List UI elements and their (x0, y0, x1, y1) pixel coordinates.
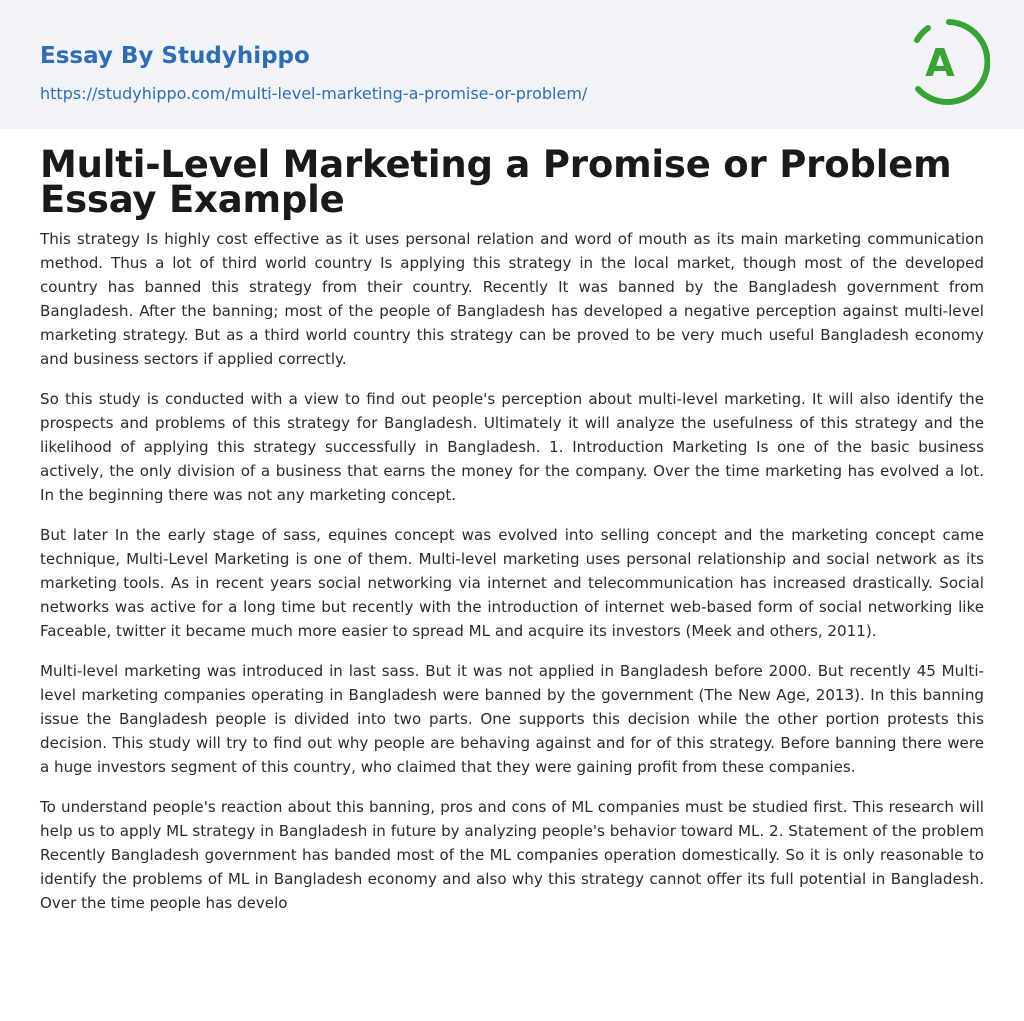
source-url-link[interactable]: https://studyhippo.com/multi-level-marketing-a-promise-or-problem/ (40, 84, 588, 103)
essay-paragraph: This strategy Is highly cost effective as it uses personal relation and word of mouth as its main marketing communication method. Thus a lot of third world country Is applying this strategy in the local market, though most of the developed country has banned this strategy from their country. Recently It was banned by the Bangladesh government from Bangladesh. After the banning; most of the people of Bangladesh has developed a negative perception against multi-level marketing strategy. But as a third world country this strategy can be proved to be very much useful Bangladesh economy and business sectors if applied correctly. (40, 230, 984, 368)
essay-paragraph: So this study is conducted with a view to find out people's perception about multi-level marketing. It will also identify the prospects and problems of this strategy for Bangladesh. Ultimately it will analyze the usefulness of this strategy and the likelihood of applying this strategy successfully in Bangladesh. 1. Introduction Marketing Is one of the basic business actively, the only division of a business that earns the money for the company. Over the time marketing has evolved a lot. In the beginning there was not any marketing concept. (40, 390, 984, 504)
page-title: Multi-Level Marketing a Promise or Problem Essay Example (40, 143, 952, 221)
essay-paragraph: To understand people's reaction about this banning, pros and cons of ML companies must be studied first. This research will help us to apply ML strategy in Bangladesh in future by analyzing people's behavior toward ML. 2. Statement of the problem Recently Bangladesh government has banded most of the ML companies operation domestically. So it is only reasonable to identify the problems of ML in Bangladesh economy and also why this strategy cannot offer its full potential in Bangladesh. Over the time people has develo (40, 798, 984, 912)
logo-letter: A (925, 41, 955, 85)
essay-paragraph: But later In the early stage of sass, equines concept was evolved into selling concept and the marketing concept came technique, Multi-Level Marketing is one of them. Multi-level marketing uses personal relationship and social network as its marketing tools. As in recent years social networking via internet and telecommunication has increased drastically. Social networks was active for a long time but recently with the introduction of internet web-based form of social networking like Faceable, twitter it became much more easier to spread ML and acquire its investors (Meek and others, 2011). (40, 526, 984, 640)
article-container (0, 143, 1024, 915)
site-header (0, 0, 1024, 129)
circle-letter-a-logo (908, 18, 990, 106)
essay-body (40, 227, 984, 915)
brand-name: Essay By Studyhippo (40, 43, 310, 69)
essay-paragraph: Multi-level marketing was introduced in last sass. But it was not applied in Bangladesh before 2000. But recently 45 Multi-level marketing companies operating in Bangladesh were banned by the government (The New Age, 2013). In this banning issue the Bangladesh people is divided into two parts. One supports this decision while the other portion protests this decision. This study will try to find out why people are behaving against and for of this strategy. Before banning there were a huge investors segment of this country, who claimed that they were gaining profit from these companies. (40, 662, 984, 776)
